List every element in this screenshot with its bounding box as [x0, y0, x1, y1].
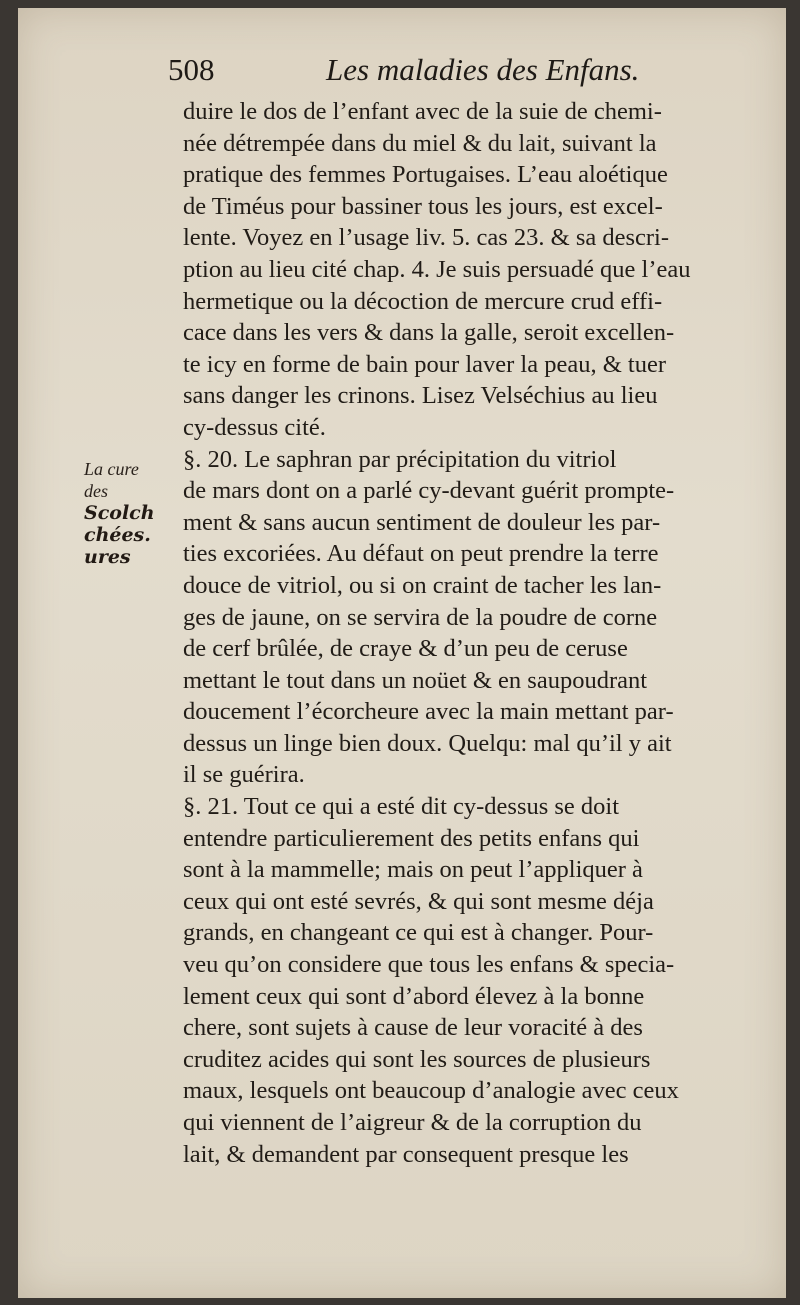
margin-note-line: ures — [84, 546, 131, 568]
text-line: née détrempée dans du miel & du lait, suivant la — [183, 129, 657, 157]
text-line: ption au lieu cité chap. 4. Je suis persuadé que l’eau — [183, 255, 691, 283]
text-line: lente. Voyez en l’usage liv. 5. cas 23. & sa descri- — [183, 224, 670, 252]
margin-note-line: chées. — [84, 524, 151, 546]
text-line: douce de vitriol, ou si on craint de tacher les lan- — [183, 571, 662, 599]
text-line: il se guérira. — [183, 761, 305, 789]
text-line: dessus un linge bien doux. Quelqu: mal qu’il y ait — [183, 729, 672, 757]
text-line: §. 21. Tout ce qui a esté dit cy-dessus se doit — [183, 793, 620, 821]
text-line: de cerf brûlée, de craye & d’un peu de ceruse — [183, 635, 628, 663]
text-line: entendre particulierement des petits enfans qui — [183, 824, 640, 852]
text-line: de mars dont on a parlé cy-devant guérit prompte- — [183, 477, 675, 505]
body-text — [183, 96, 783, 1170]
text-line: pratique des femmes Portugaises. L’eau aloétique — [183, 161, 668, 189]
margin-note-line: des — [84, 481, 108, 501]
text-line: sans danger les crinons. Lisez Velséchius au lieu — [183, 382, 658, 410]
text-line: cruditez acides qui sont les sources de plusieurs — [183, 1045, 651, 1073]
text-line: cy-dessus cité. — [183, 413, 326, 441]
text-line: hermetique ou la décoction de mercure crud effi- — [183, 287, 663, 315]
text-line: duire le dos de l’enfant avec de la suie de chemi- — [183, 98, 662, 125]
text-line: te icy en forme de bain pour laver la peau, & tuer — [183, 350, 666, 378]
text-line: cace dans les vers & dans la galle, seroit excellen- — [183, 319, 675, 347]
margin-note-line: La cure — [84, 459, 139, 479]
text-line: qui viennent de l’aigreur & de la corruption du — [183, 1109, 642, 1136]
text-line: grands, en changeant ce qui est à changer. Pour- — [183, 919, 654, 947]
text-line: de Timéus pour bassiner tous les jours, est excel- — [183, 192, 663, 220]
running-title: Les maladies des Enfans. — [326, 52, 640, 87]
text-line: lement ceux qui sont d’abord élevez à la bonne — [183, 982, 645, 1010]
text-line: maux, lesquels ont beaucoup d’analogie avec ceux — [183, 1077, 679, 1105]
text-line: mettant le tout dans un noüet & en saupoudrant — [183, 666, 648, 694]
text-line: lait, & demandent par consequent presque les — [183, 1140, 629, 1168]
text-line: ges de jaune, on se servira de la poudre de corne — [183, 603, 658, 631]
text-line: sont à la mammelle; mais on peut l’appliquer à — [183, 856, 643, 884]
text-line: chere, sont sujets à cause de leur voracité à des — [183, 1014, 643, 1042]
page-number: 508 — [168, 52, 215, 87]
text-line: ment & sans aucun sentiment de douleur les par- — [183, 508, 661, 536]
text-line: veu qu’on considere que tous les enfans & specia- — [183, 951, 675, 979]
text-line: §. 20. Le saphran par précipitation du vitriol — [183, 445, 617, 473]
text-line: ties excoriées. Au défaut on peut prendre la terre — [183, 540, 659, 568]
margin-note — [84, 458, 174, 568]
text-line: ceux qui ont esté sevrés, & qui sont mesme déja — [183, 887, 654, 915]
book-page — [18, 8, 786, 1298]
margin-note-line: Scolch — [84, 502, 155, 524]
text-line: doucement l’écorcheure avec la main mettant par- — [183, 698, 674, 726]
